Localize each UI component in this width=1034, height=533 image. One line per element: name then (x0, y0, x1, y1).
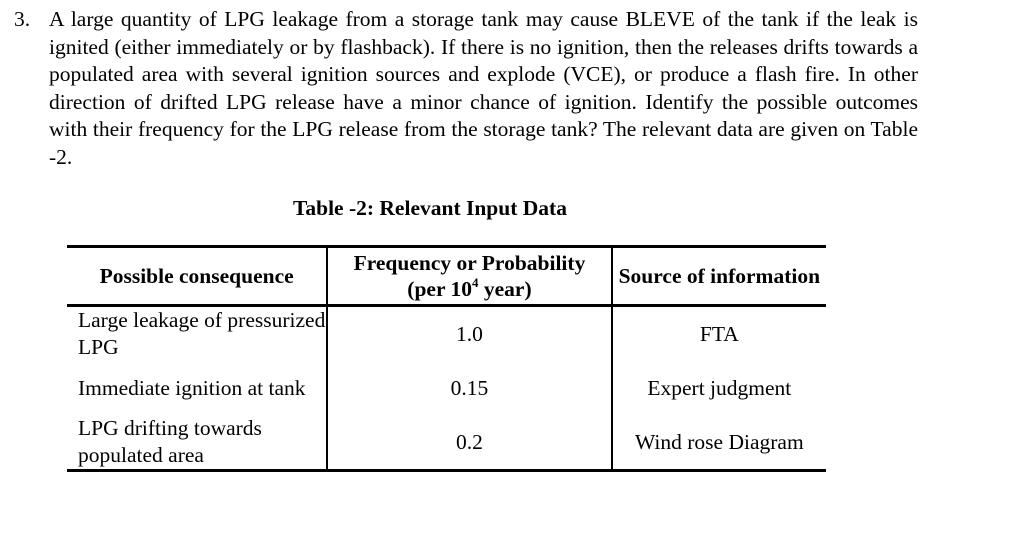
frequency-cell: 1.0 (327, 306, 611, 362)
consequence-cell: Large leakage of pressurized LPG (67, 306, 327, 362)
header-frequency-prefix: (per 10 (407, 277, 472, 301)
frequency-cell: 0.15 (327, 361, 611, 415)
question-block (14, 6, 918, 172)
table-row (67, 361, 826, 415)
header-frequency-exponent: 4 (472, 275, 479, 290)
header-frequency-suffix: year) (478, 277, 532, 301)
source-cell: Wind rose Diagram (612, 415, 826, 471)
consequence-cell: LPG drifting towards populated area (67, 415, 327, 471)
table-caption: Table -2: Relevant Input Data (293, 196, 567, 220)
table-header-row (67, 247, 826, 306)
header-possible-consequence: Possible consequence (67, 247, 327, 306)
table-row (67, 306, 826, 362)
source-cell: Expert judgment (647, 375, 792, 400)
source-cell: FTA (699, 321, 739, 346)
header-source: Source of information (612, 247, 826, 306)
header-frequency (327, 247, 611, 306)
question-text: A large quantity of LPG leakage from a storage tank may cause BLEVE of the tank if the leak is ignited (either immediately or by flashback). If there is no ignition, then the releases drifts towards a populated area with several ignition sources and explode (VCE), or produce a flash fire. In other direction of drifted LPG release have a minor chance of ignition. Identify the possible outcomes with their frequency for the LPG release from the storage tank? The relevant data are given on Table -2. (49, 7, 918, 169)
question-number: 3. (14, 7, 31, 31)
input-data-table (67, 245, 826, 472)
consequence-cell: Immediate ignition at tank (67, 361, 327, 415)
header-frequency-line1: Frequency or Probability (353, 251, 586, 275)
table-row (67, 415, 826, 471)
frequency-cell: 0.2 (327, 415, 611, 471)
